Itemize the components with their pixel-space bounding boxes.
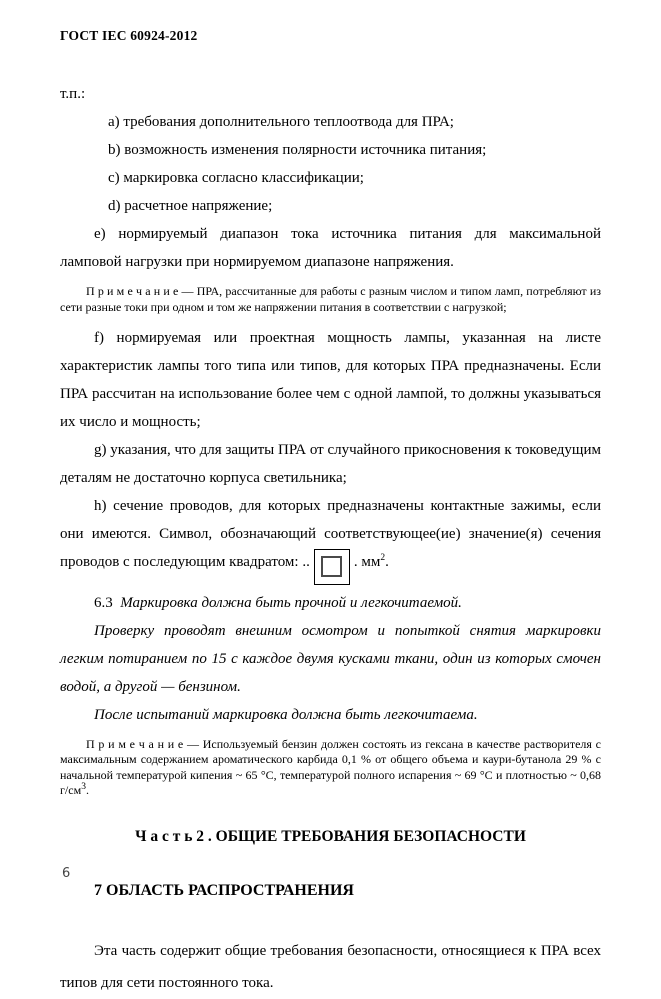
paragraph-h — [60, 492, 601, 585]
paragraph-e: e) нормируемый диапазон тока источника питания для максимальной ламповой нагрузки при нормируемом диапазоне напряжения. — [60, 226, 601, 270]
note-2-text: П р и м е ч а н и е — Используемый бензин должен состоять из гексана в качестве растворителя с максимальным содержанием ароматического карбида 0,1 % от общего объема и каури-бутанола 29 % с начальной температурой кипения ~ 65 °С, температурой полного испарения ~ 69 °С и плотностью ~ 0,68 г/см — [60, 736, 601, 797]
wire-cross-section-square-inner — [321, 556, 342, 577]
note-2 — [60, 737, 601, 799]
list-item-a: a) требования дополнительного теплоотвода для ПРА; — [108, 114, 454, 130]
paragraph-h-unit: . мм — [353, 554, 381, 570]
note-2-tail: . — [85, 783, 89, 797]
paragraph-h-superscript: 2 — [380, 553, 386, 563]
section-7-heading: 7 ОБЛАСТЬ РАСПРОСТРАНЕНИЯ — [94, 881, 354, 899]
document-body — [60, 80, 601, 999]
clause-6-3 — [60, 589, 601, 617]
note-2-superscript: 3 — [81, 782, 86, 792]
list-item-d: d) расчетное напряжение; — [108, 198, 273, 214]
closing-paragraph: Эта часть содержит общие требования безопасности, относящиеся к ПРА всех типов для сети постоянного тока. — [60, 942, 601, 991]
paragraph-h-text: h) сечение проводов, для которых предназначены контактные зажимы, если они имеются. Символ, обозначающий соответствующее(ие) значение(я) сечения проводов с последующим квадратом: .. — [60, 498, 601, 570]
document-header: ГОСТ IEC 60924-2012 — [60, 28, 198, 43]
clause-6-3-number: 6.3 — [94, 594, 113, 611]
clause-6-3-text: Маркировка должна быть прочной и легкочитаемой. — [120, 594, 462, 611]
intro-line: т.п.: — [60, 86, 86, 102]
list-item-b: b) возможность изменения полярности источника питания; — [108, 142, 487, 158]
part-2-heading: Ч а с т ь 2 . ОБЩИЕ ТРЕБОВАНИЯ БЕЗОПАСНОСТИ — [135, 827, 526, 845]
list-item-c: c) маркировка согласно классификации; — [108, 170, 364, 186]
note-1: П р и м е ч а н и е — ПРА, рассчитанные для работы с разным числом и типом ламп, потребляют из сети разные токи при одном и том же напряжении питания в соответствии с нагрузкой; — [60, 284, 601, 314]
page-number: 6 — [62, 866, 71, 881]
paragraph-check-procedure: Проверку проводят внешним осмотром и попыткой снятия маркировки легким потиранием по 15 с каждое двумя кусками ткани, один из которых смочен водой, а другой — бензином. — [60, 622, 601, 695]
paragraph-after-test: После испытаний маркировка должна быть легкочитаема. — [94, 706, 478, 723]
paragraph-h-tail: . — [385, 554, 389, 570]
paragraph-f: f) нормируемая или проектная мощность лампы, указанная на листе характеристик лампы того типа или типов, для которых ПРА предназначены. Если ПРА рассчитан на использование более чем с одной лампой, то должны указываться их число и мощность; — [60, 330, 601, 430]
wire-cross-section-square-icon — [314, 549, 350, 585]
paragraph-g: g) указания, что для защиты ПРА от случайного прикосновения к токоведущим деталям не достаточно корпуса светильника; — [60, 442, 601, 486]
